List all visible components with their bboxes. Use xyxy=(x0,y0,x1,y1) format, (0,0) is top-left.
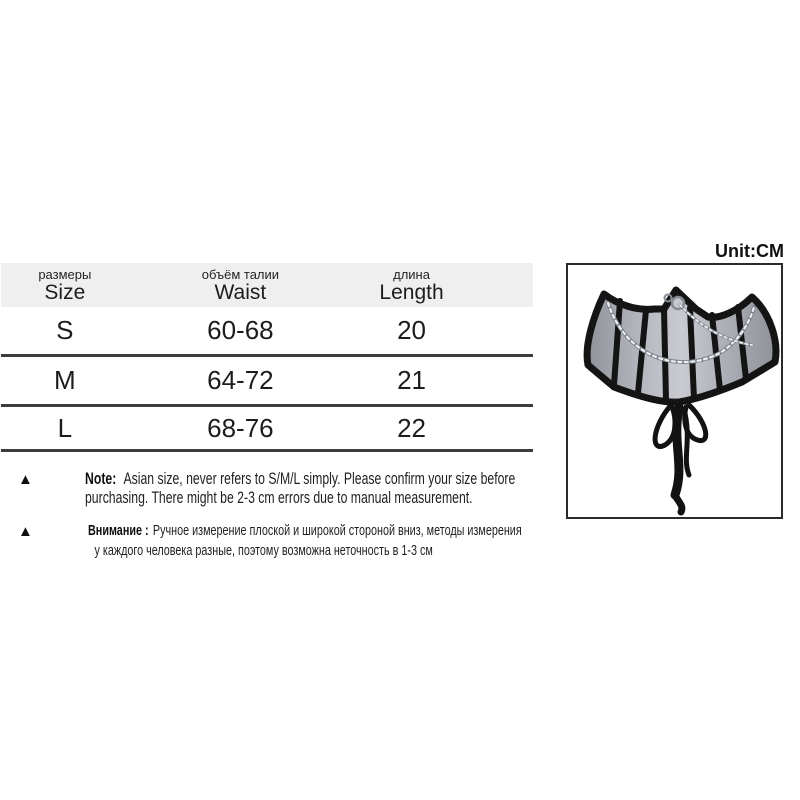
note-english-line2: purchasing. There might be 2-3 cm errors due to manual measurement. xyxy=(85,488,473,507)
unit-label: Unit:CM xyxy=(715,241,784,261)
note-english-body1: Asian size, never refers to S/M/L simply. Please confirm your size before xyxy=(123,469,516,488)
note-russian-line1 xyxy=(88,521,522,541)
cell-waist-m: 64-72 xyxy=(207,365,274,395)
table-header-row xyxy=(1,263,533,307)
cell-length-s: 20 xyxy=(397,315,426,345)
cell-waist-s: 60-68 xyxy=(207,315,274,345)
table-row-s xyxy=(1,307,533,357)
column-header-size-en: Size xyxy=(44,281,86,305)
note-english-title: Note: xyxy=(85,469,117,488)
cell-size-s: S xyxy=(56,315,74,345)
size-table xyxy=(1,263,533,452)
column-header-waist-ru: объём талии xyxy=(201,266,280,282)
table-row-l xyxy=(1,407,533,452)
table-row-m xyxy=(1,357,533,407)
product-image-frame xyxy=(566,263,783,519)
column-header-size-ru: размеры xyxy=(38,266,92,282)
note-russian xyxy=(18,521,578,561)
column-header-length xyxy=(352,266,533,305)
column-header-waist-en: Waist xyxy=(214,281,267,305)
warning-triangle-icon: ▲ xyxy=(18,523,33,540)
note-english-text xyxy=(85,469,516,507)
column-header-size xyxy=(1,266,129,305)
cell-length-m: 21 xyxy=(397,365,426,395)
cell-size-l: L xyxy=(57,412,73,443)
product-image xyxy=(568,265,781,517)
column-header-length-ru: длина xyxy=(393,266,430,282)
note-russian-title: Внимание : xyxy=(88,522,149,539)
note-russian-body1: Ручное измерение плоской и широкой стороной вниз, методы измерения xyxy=(152,522,522,539)
note-russian-text xyxy=(88,521,522,561)
note-russian-line2: у каждого человека разные, поэтому возможна неточность в 1-3 см xyxy=(94,542,433,559)
note-english-line1 xyxy=(85,469,516,488)
warning-triangle-icon: ▲ xyxy=(18,471,33,488)
cell-size-m: M xyxy=(54,365,76,395)
cell-length-l: 22 xyxy=(397,412,426,443)
column-header-waist xyxy=(129,266,352,305)
note-english xyxy=(18,469,578,507)
ribbon-ties xyxy=(655,405,706,512)
column-header-length-en: Length xyxy=(379,281,444,305)
cell-waist-l: 68-76 xyxy=(207,412,274,443)
